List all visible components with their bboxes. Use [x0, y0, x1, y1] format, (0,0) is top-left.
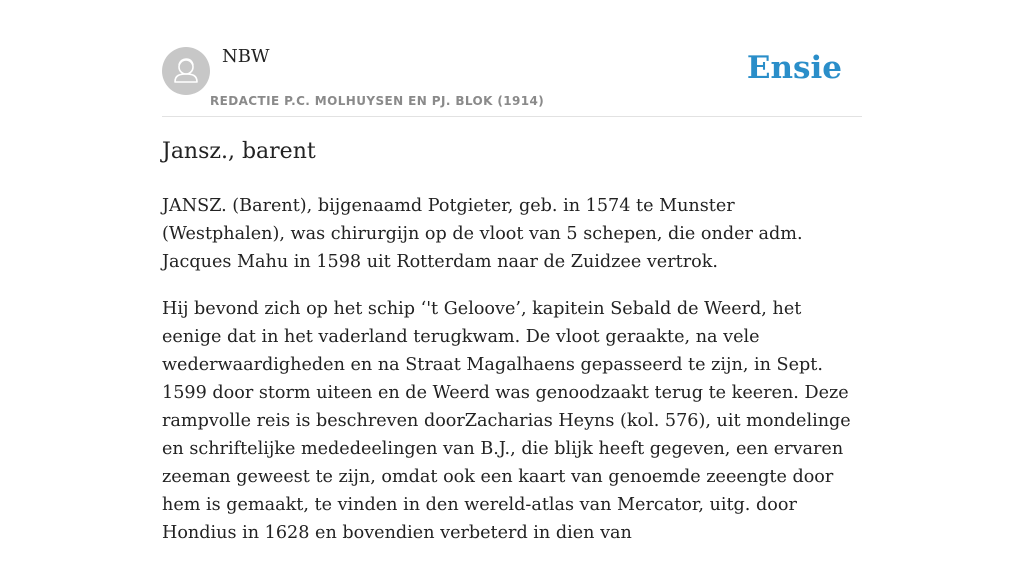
source-name[interactable]: NBW: [222, 46, 270, 67]
article-body: [162, 192, 862, 566]
user-icon: [162, 47, 210, 95]
article-paragraph: JANSZ. (Barent), bijgenaamd Potgieter, geb. in 1574 te Munster (Westphalen), was chirurgijn op de vloot van 5 schepen, die onder adm. Jacques Mahu in 1598 uit Rotterdam naar de Zuidzee vertrok.: [162, 196, 803, 272]
article-title: Jansz., barent: [162, 139, 316, 164]
source-subtitle: REDACTIE P.C. MOLHUYSEN EN PJ. BLOK (1914): [210, 94, 545, 108]
avatar[interactable]: [162, 47, 210, 95]
article-paragraph: Hij bevond zich op het schip ‘'t Geloove’, kapitein Sebald de Weerd, het eenige dat in het vaderland terugkwam. De vloot geraakte, na vele wederwaardigheden en na Straat Magalhaens gepasseerd te zijn, in Sept. 1599 door storm uiteen en de Weerd was genoodzaakt terug te keeren. Deze rampvolle reis is beschreven doorZacharias Heyns (kol. 576), uit mondelinge en schriftelijke mededeelingen van B.J., die blijk heeft gegeven, een ervaren zeeman geweest te zijn, omdat ook een kaart van genoemde zeeengte door hem is gemaakt, te vinden in den wereld-atlas van Mercator, uitg. door Hondius in 1628 en bovendien verbeterd in dien van: [162, 299, 851, 543]
source-header: [162, 0, 862, 117]
ensie-logo[interactable]: Ensie: [746, 50, 842, 86]
